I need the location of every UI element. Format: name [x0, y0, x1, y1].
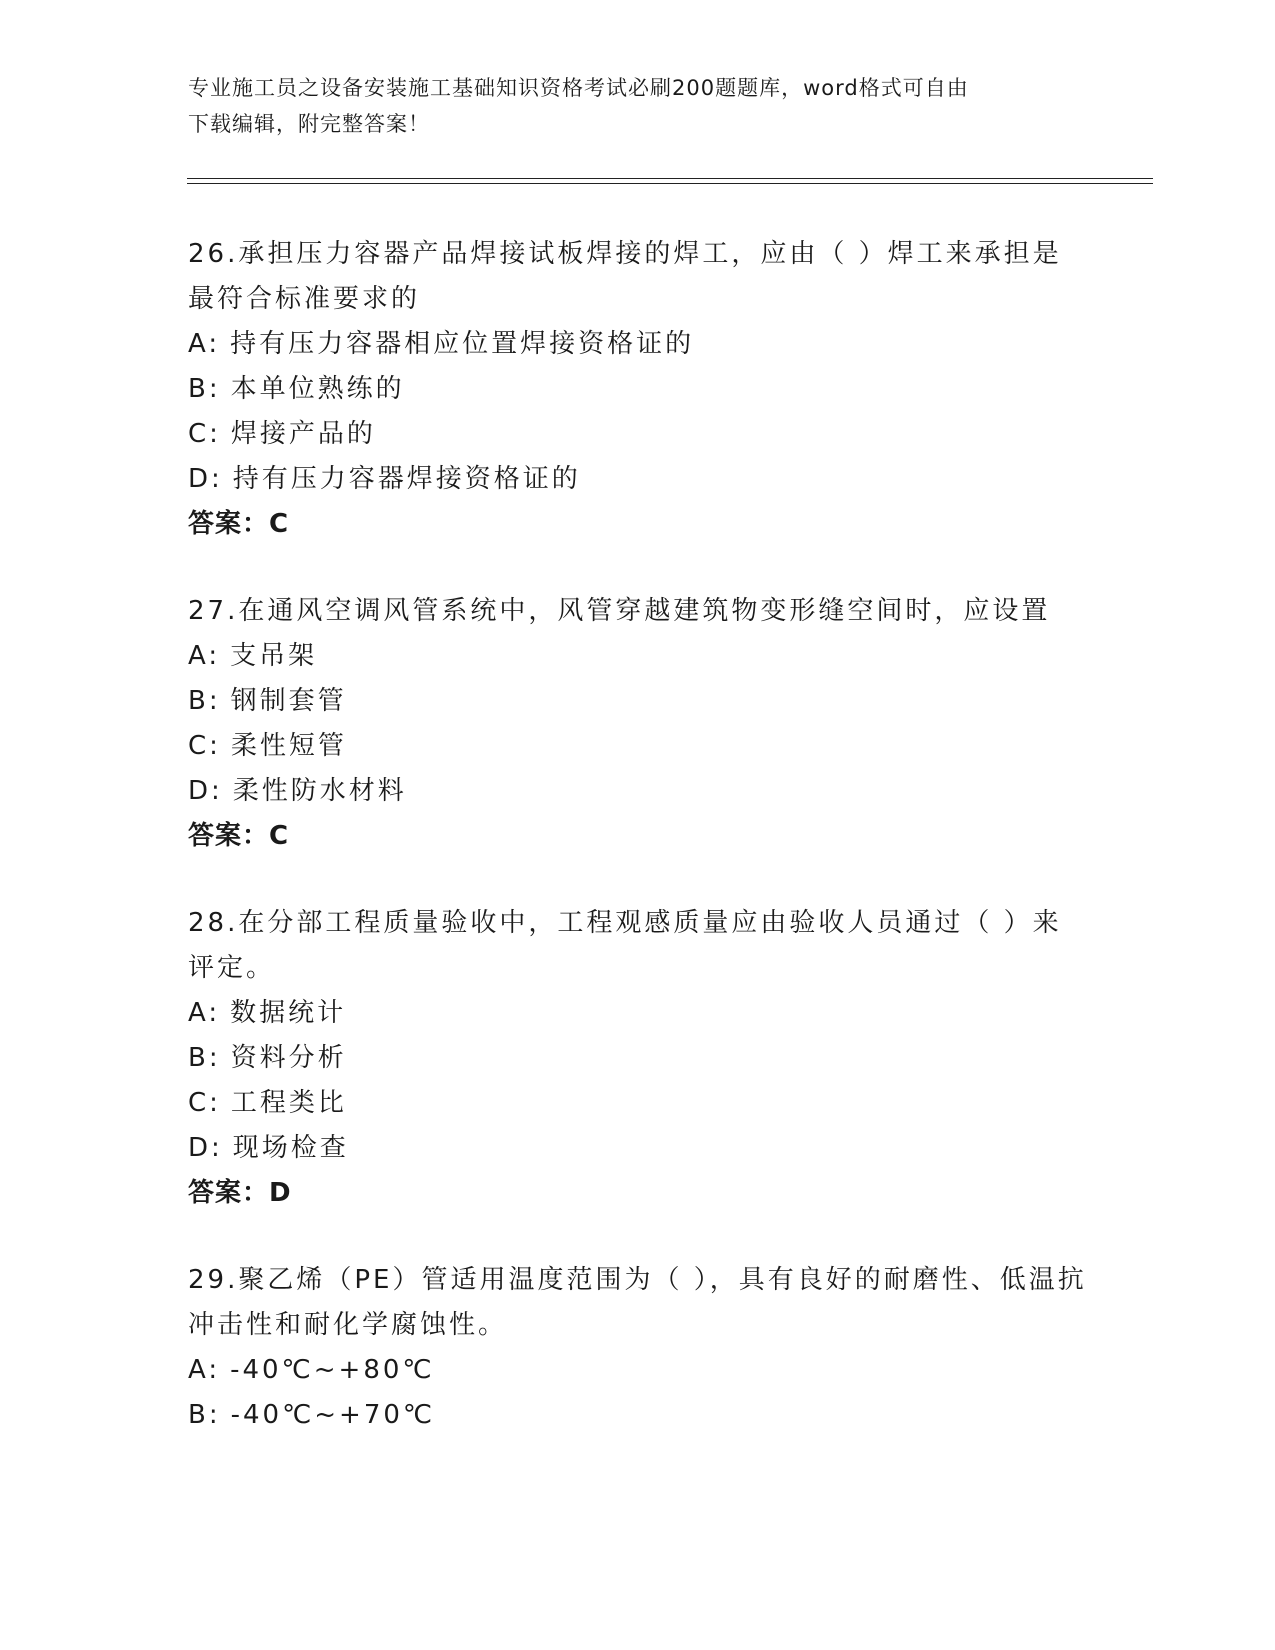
header-divider-bottom: [187, 183, 1153, 184]
header-divider-top: [187, 178, 1153, 179]
option-text: 数据统计: [230, 998, 347, 1028]
option-d: [188, 1126, 1088, 1171]
option-key: C:: [188, 731, 221, 761]
option-c: [188, 1081, 1088, 1126]
question-title: 28.在分部工程质量验收中，工程观感质量应由验收人员通过（ ）来评定。: [188, 908, 1062, 983]
question-29: [188, 1258, 1088, 1438]
option-b: [188, 367, 1088, 412]
option-text: 焊接产品的: [230, 419, 376, 449]
option-d: [188, 457, 1088, 502]
question-title: 27.在通风空调风管系统中，风管穿越建筑物变形缝空间时，应设置: [188, 596, 1051, 626]
option-key: A:: [188, 641, 221, 671]
option-text: 支吊架: [230, 641, 318, 671]
option-key: B:: [188, 1400, 221, 1430]
option-text: 柔性防水材料: [232, 776, 407, 806]
option-text: 现场检查: [232, 1133, 349, 1163]
answer-line: 答案：C: [188, 821, 290, 851]
option-text: 资料分析: [230, 1043, 347, 1073]
option-a: [188, 991, 1088, 1036]
question-title: 29.聚乙烯（PE）管适用温度范围为（ ），具有良好的耐磨性、低温抗冲击性和耐化学腐蚀性。: [188, 1265, 1087, 1340]
option-text: 持有压力容器焊接资格证的: [232, 464, 581, 494]
option-key: A:: [188, 1355, 221, 1385]
option-key: C:: [188, 419, 221, 449]
option-text: 工程类比: [230, 1088, 347, 1118]
document-header: [188, 70, 1068, 142]
option-text: 柔性短管: [230, 731, 347, 761]
option-b: [188, 679, 1088, 724]
option-text: 本单位熟练的: [230, 374, 405, 404]
option-key: C:: [188, 1088, 221, 1118]
option-text: -40℃~+70℃: [230, 1400, 436, 1430]
question-title: 26.承担压力容器产品焊接试板焊接的焊工，应由（ ）焊工来承担是最符合标准要求的: [188, 239, 1062, 314]
option-key: D:: [188, 1133, 223, 1163]
option-key: B:: [188, 1043, 221, 1073]
option-a: [188, 322, 1088, 367]
option-key: D:: [188, 776, 223, 806]
option-a: [188, 1348, 1088, 1393]
option-b: [188, 1393, 1088, 1438]
option-text: 持有压力容器相应位置焊接资格证的: [230, 329, 695, 359]
question-26: [188, 232, 1088, 547]
option-c: [188, 412, 1088, 457]
option-text: -40℃~+80℃: [230, 1355, 435, 1385]
question-list: [188, 232, 1088, 1480]
option-c: [188, 724, 1088, 769]
question-27: [188, 589, 1088, 859]
answer-line: 答案：D: [188, 1178, 292, 1208]
answer-line: 答案：C: [188, 509, 290, 539]
header-line-1: 专业施工员之设备安装施工基础知识资格考试必刷200题题库，word格式可自由: [188, 76, 969, 100]
option-key: B:: [188, 374, 221, 404]
header-line-2: 下载编辑，附完整答案！: [188, 112, 430, 136]
option-key: D:: [188, 464, 223, 494]
option-b: [188, 1036, 1088, 1081]
option-d: [188, 769, 1088, 814]
option-key: A:: [188, 998, 221, 1028]
option-key: B:: [188, 686, 221, 716]
question-28: [188, 901, 1088, 1216]
option-text: 钢制套管: [230, 686, 347, 716]
option-a: [188, 634, 1088, 679]
option-key: A:: [188, 329, 221, 359]
